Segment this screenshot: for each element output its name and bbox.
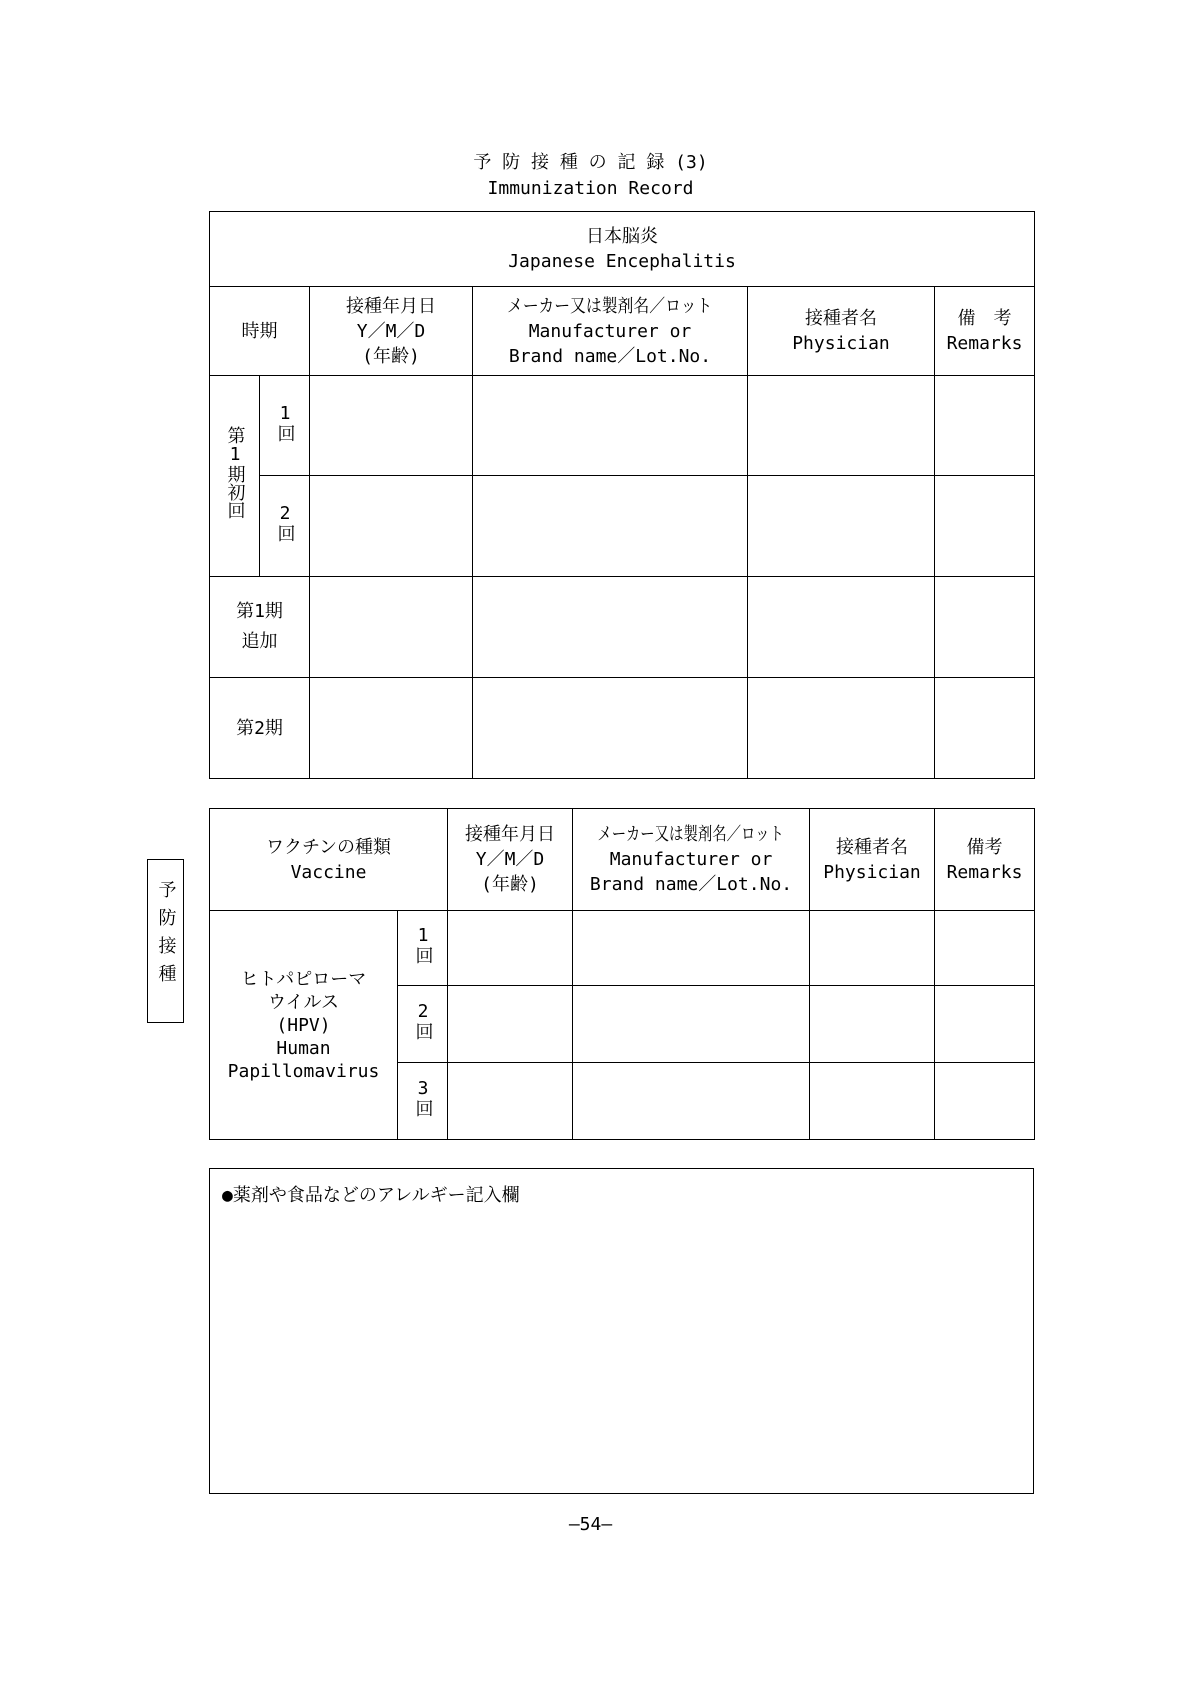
date-cell[interactable] [310, 376, 473, 476]
row-label-phase2: 第2期 [210, 678, 310, 779]
header-physician [748, 287, 935, 376]
title-en: Immunization Record [487, 178, 694, 199]
header-maker-en2: Brand name／Lot.No. [508, 345, 712, 367]
header-date-ja: 接種年月日 [346, 295, 436, 317]
header-physician [810, 809, 935, 911]
dose-label [398, 911, 448, 986]
dose-label [260, 476, 310, 577]
header-vaccine-en: Vaccine [290, 861, 367, 883]
vaccine-name-l4: Human [276, 1037, 331, 1059]
dose-label [260, 376, 310, 476]
header-vaccine [210, 809, 448, 911]
maker-cell[interactable] [473, 476, 748, 577]
remarks-cell[interactable] [935, 577, 1035, 678]
physician-cell[interactable] [748, 376, 935, 476]
header-remarks-ja: 備 考 [957, 308, 1012, 329]
maker-cell[interactable] [473, 376, 748, 476]
dose2-label: 2回 [274, 503, 296, 542]
header-maker-en2: Brand name／Lot.No. [589, 874, 793, 895]
header-remarks [935, 287, 1035, 376]
remarks-cell[interactable] [935, 1063, 1035, 1140]
date-cell[interactable] [448, 986, 573, 1063]
dose-label [398, 1063, 448, 1140]
header-physician-ja: 接種者名 [836, 836, 909, 858]
header-vaccine-ja: ワクチンの種類 [265, 836, 392, 858]
header-remarks-en: Remarks [946, 861, 1023, 883]
header-period: 時期 [210, 287, 310, 376]
remarks-cell[interactable] [935, 986, 1035, 1063]
physician-cell[interactable] [810, 911, 935, 986]
physician-cell[interactable] [748, 678, 935, 779]
booster-label-l1: 第1期 [236, 601, 283, 622]
header-remarks [935, 809, 1035, 911]
header-remarks-ja: 備考 [966, 836, 1003, 858]
dose-label [398, 986, 448, 1063]
header-physician-en: Physician [823, 861, 921, 883]
header-maker [573, 809, 810, 911]
row-group-phase1-initial [210, 376, 260, 577]
maker-cell[interactable] [573, 986, 810, 1063]
header-date [448, 809, 573, 911]
remarks-cell[interactable] [935, 911, 1035, 986]
side-label-box [147, 859, 184, 1023]
side-label: 予防接種 [155, 880, 177, 992]
header-physician-en: Physician [792, 333, 890, 354]
dose2-label: 2回 [412, 1001, 434, 1040]
allergy-label: ●薬剤や食品などのアレルギー記入欄 [222, 1185, 520, 1206]
header-date [310, 287, 473, 376]
row-label-booster [210, 577, 310, 678]
header-physician-ja: 接種者名 [805, 308, 877, 329]
je-title-ja: 日本脳炎 [586, 226, 658, 247]
header-date-age: (年齢) [481, 874, 539, 895]
physician-cell[interactable] [810, 1063, 935, 1140]
booster-label-l2: 追加 [241, 631, 278, 652]
header-date-age: (年齢) [362, 345, 420, 367]
header-maker-ja: メーカー又は製剤名／ロット [597, 824, 785, 845]
vaccine-name-l5: Papillomavirus [227, 1060, 380, 1082]
vaccine-name-l1: ヒトパピローマ [240, 968, 367, 990]
vaccine-name-l3: (HPV) [276, 1014, 331, 1036]
vaccine-name-l2: ウイルス [268, 991, 339, 1013]
maker-cell[interactable] [573, 911, 810, 986]
physician-cell[interactable] [810, 986, 935, 1063]
date-cell[interactable] [310, 476, 473, 577]
header-date-en: Y／M／D [356, 320, 426, 342]
allergy-box[interactable] [209, 1168, 1034, 1494]
maker-cell[interactable] [473, 577, 748, 678]
header-maker-en1: Manufacturer or [609, 849, 773, 870]
phase1-initial-label: 第1期初回 [224, 426, 246, 519]
dose1-label: 1回 [412, 925, 434, 964]
date-cell[interactable] [448, 911, 573, 986]
remarks-cell[interactable] [935, 476, 1035, 577]
remarks-cell[interactable] [935, 376, 1035, 476]
vaccine-name-cell [210, 911, 398, 1140]
header-date-ja: 接種年月日 [465, 824, 556, 845]
remarks-cell[interactable] [935, 678, 1035, 779]
title-ja: 予 防 接 種 の 記 録 (3) [473, 152, 708, 173]
page-number: ―54― [568, 1514, 613, 1535]
header-remarks-en: Remarks [946, 333, 1023, 354]
header-maker-ja: メーカー又は製剤名／ロット [507, 295, 713, 317]
header-maker [473, 287, 748, 376]
date-cell[interactable] [310, 678, 473, 779]
header-maker-en1: Manufacturer or [528, 320, 692, 342]
date-cell[interactable] [448, 1063, 573, 1140]
japanese-encephalitis-table [209, 211, 1035, 779]
je-title-cell [210, 212, 1035, 287]
physician-cell[interactable] [748, 476, 935, 577]
header-date-en: Y／M／D [475, 849, 545, 870]
je-title-en: Japanese Encephalitis [508, 251, 736, 272]
date-cell[interactable] [310, 577, 473, 678]
maker-cell[interactable] [473, 678, 748, 779]
dose1-label: 1回 [274, 402, 296, 442]
maker-cell[interactable] [573, 1063, 810, 1140]
dose3-label: 3回 [412, 1078, 434, 1117]
physician-cell[interactable] [748, 577, 935, 678]
hpv-table [209, 808, 1035, 1140]
